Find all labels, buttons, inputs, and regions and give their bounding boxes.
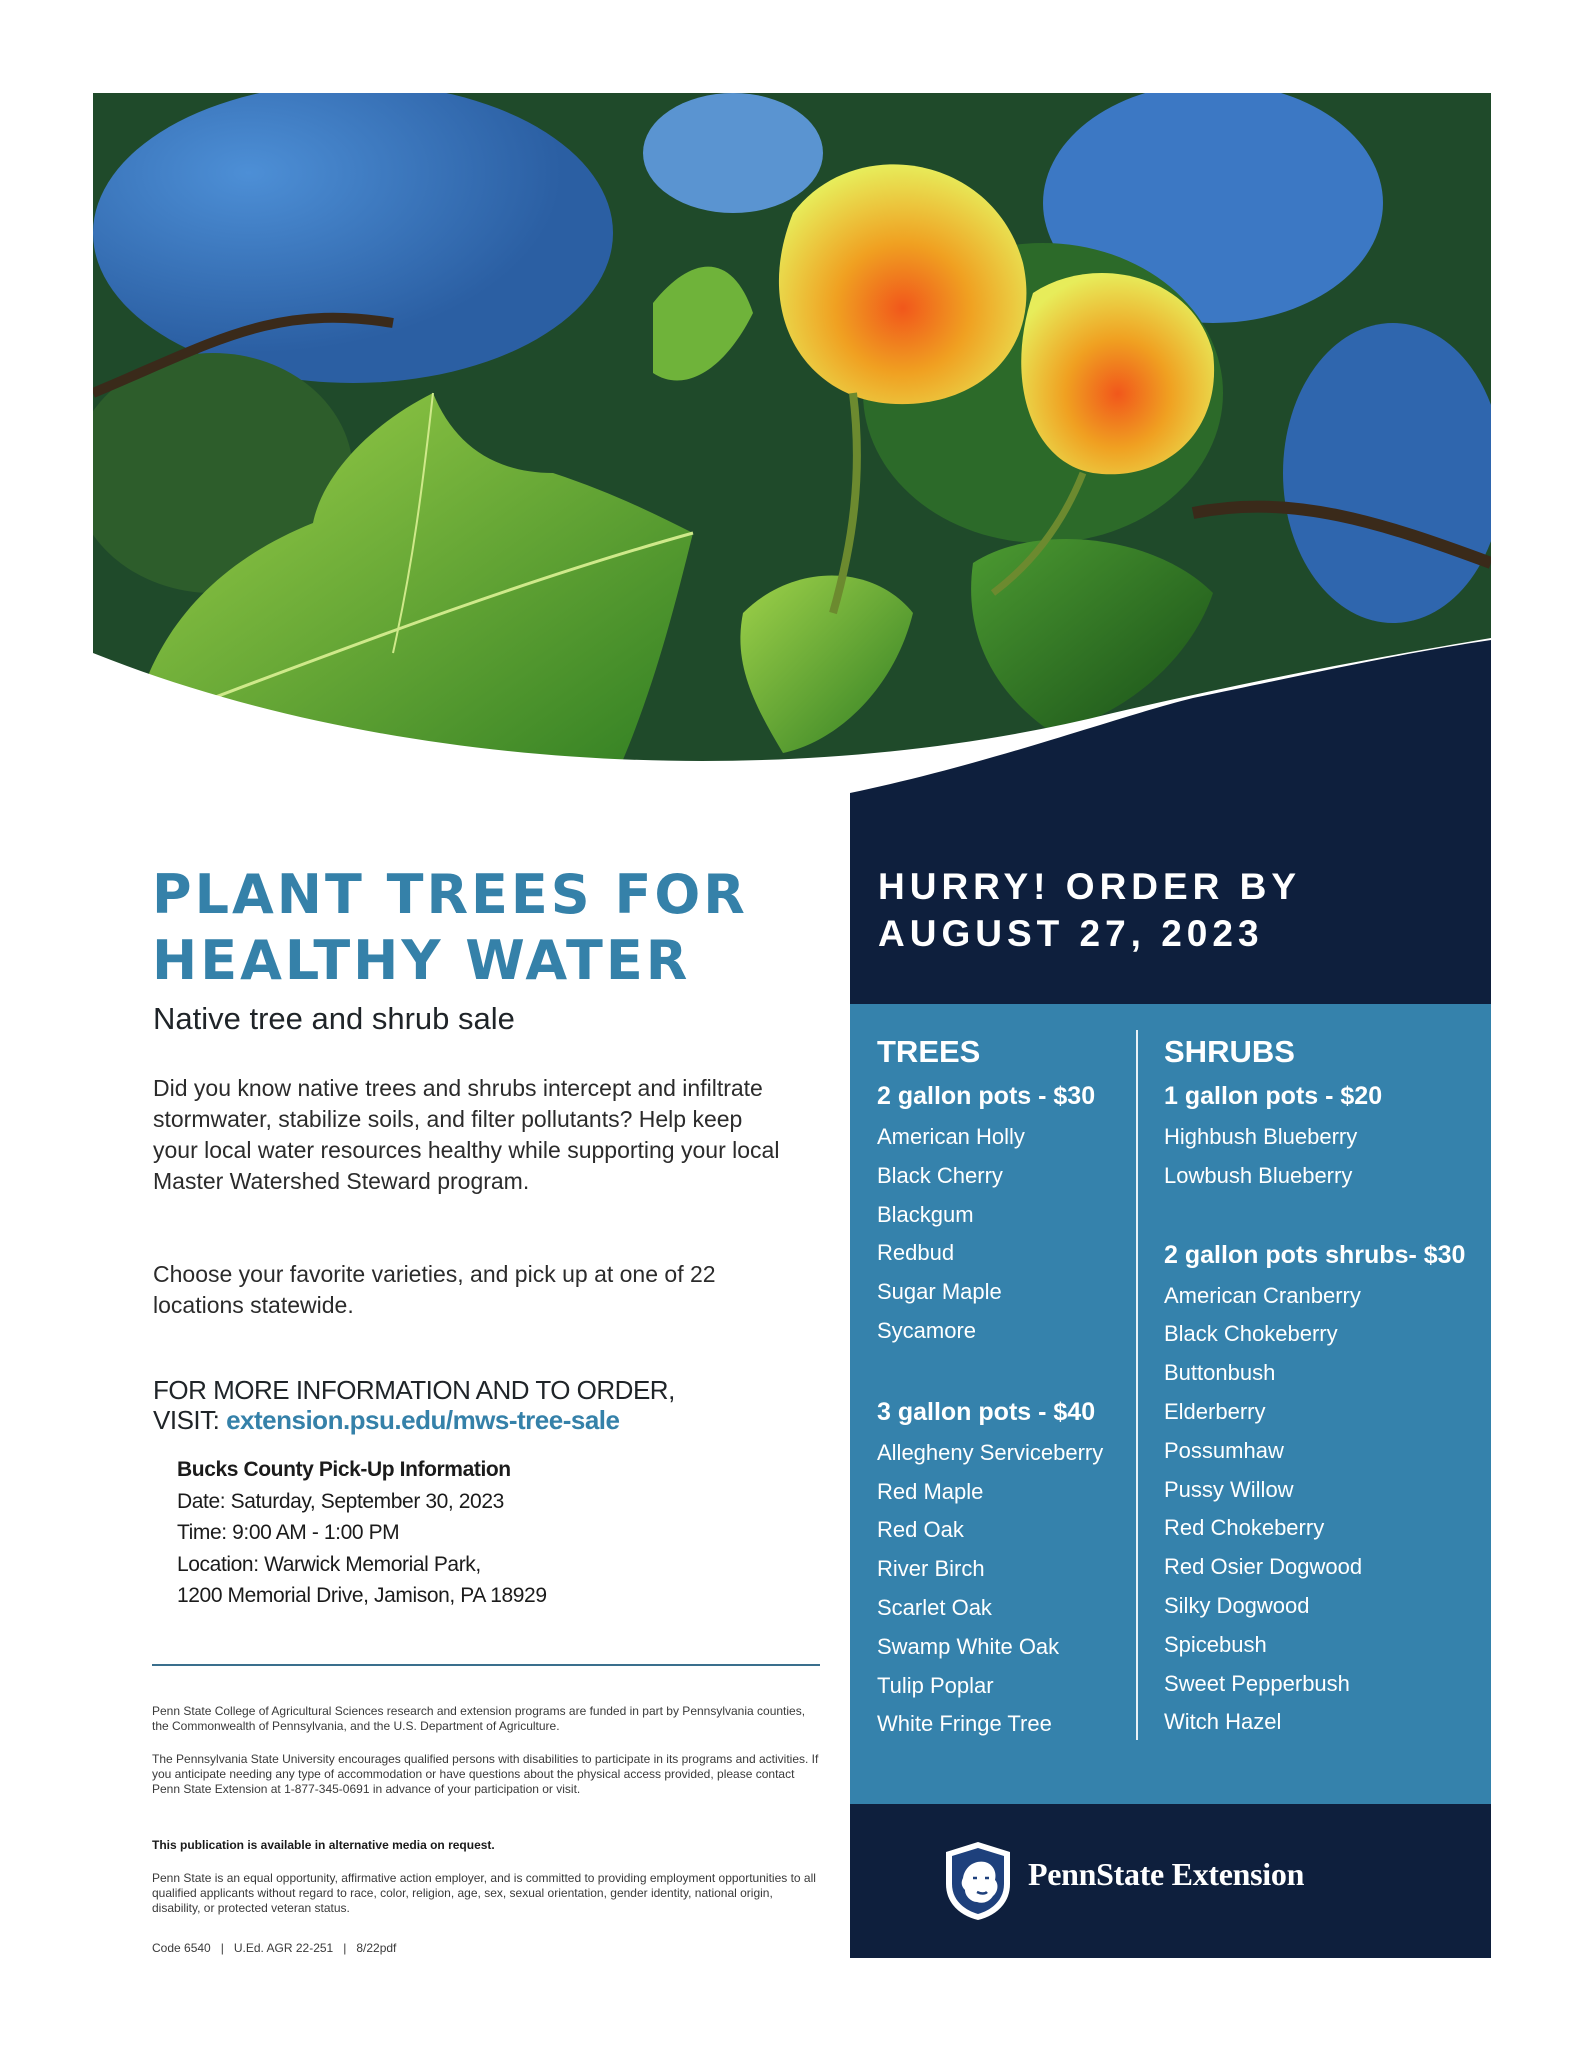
brand-footer (850, 1804, 1491, 1958)
divider (152, 1664, 820, 1666)
shrubs-column (1164, 1030, 1484, 1742)
list-item: Possumhaw (1164, 1437, 1284, 1463)
pickup-address: 1200 Memorial Drive, Jamison, PA 18929 (177, 1584, 547, 1607)
pickup-time: Time: 9:00 AM - 1:00 PM (177, 1521, 400, 1544)
publication-code: Code 6540 | U.Ed. AGR 22-251 | 8/22pdf (152, 1941, 397, 1955)
list-item: Blackgum (877, 1201, 974, 1227)
list-item: American Holly (877, 1124, 1025, 1149)
shrubs-2gal-list (1164, 1277, 1484, 1743)
trees-3gal-list (877, 1434, 1127, 1744)
list-item: Swamp White Oak (877, 1633, 1060, 1659)
list-item: Redbud (877, 1240, 955, 1266)
shrubs-group-1gal-label: 1 gallon pots - $20 (1164, 1082, 1383, 1110)
pickup-location: Location: Warwick Memorial Park, (177, 1552, 481, 1576)
list-item: Red Chokeberry (1164, 1515, 1325, 1541)
funding-note: Penn State College of Agricultural Sciences research and extension programs are funded in part by Pennsylvania counties, the Commonwealth of Pennsylvania, and the U.S. Department of Agriculture. (152, 1704, 806, 1733)
list-item: Red Osier Dogwood (1164, 1554, 1363, 1580)
accessibility-note: The Pennsylvania State University encourages qualified persons with disabilities to participate in its programs and activities. If you anticipate needing any type of accommodation or have questions about the physical access provided, please contact Penn State Extension at 1-877-345-0691 in advance of your participation or visit. (152, 1752, 819, 1796)
list-item: Sugar Maple (877, 1279, 1002, 1305)
intro-paragraph: Did you know native trees and shrubs intercept and infiltrate stormwater, stabilize soils, and filter pollutants? Help keep your local water resources healthy while supporting your local Master Watershed Steward program. (153, 1075, 780, 1194)
list-item: Black Cherry (877, 1162, 1003, 1188)
list-item: White Fringe Tree (877, 1711, 1052, 1737)
trees-column (877, 1030, 1127, 1744)
list-item: Black Chokeberry (1164, 1321, 1338, 1347)
list-item: Red Maple (877, 1478, 984, 1504)
page-title: PLANT TREES FOR HEALTHY WATER (152, 863, 748, 992)
trees-heading: TREES (877, 1034, 981, 1069)
list-item: River Birch (877, 1556, 985, 1582)
list-item: Witch Hazel (1164, 1709, 1282, 1735)
more-info-block: FOR MORE INFORMATION AND TO ORDER, VISIT: extension.psu.edu/mws-tree-sale (153, 1375, 675, 1435)
shrubs-heading: SHRUBS (1164, 1034, 1295, 1069)
list-item: Red Oak (877, 1517, 964, 1543)
pickup-title: Bucks County Pick-Up Information (177, 1458, 511, 1481)
column-divider (1136, 1030, 1138, 1740)
plant-list-panel (850, 1004, 1491, 1804)
order-deadline-banner (850, 801, 1491, 1004)
list-item: Highbush Blueberry (1164, 1124, 1358, 1149)
pickup-info (177, 1454, 797, 1612)
list-item: Allegheny Serviceberry (877, 1439, 1104, 1465)
trees-group-2gal-label: 2 gallon pots - $30 (877, 1082, 1096, 1110)
order-deadline-title: HURRY! ORDER BY AUGUST 27, 2023 (878, 866, 1302, 954)
list-item: Sycamore (877, 1317, 977, 1343)
list-item: Scarlet Oak (877, 1594, 992, 1620)
brand-name: PennState Extension (1028, 1856, 1305, 1892)
nittany-lion-shield-icon (943, 1840, 1013, 1922)
list-item: American Cranberry (1164, 1282, 1361, 1308)
shrubs-1gal-list (1164, 1118, 1484, 1196)
shrubs-group-2gal-label: 2 gallon pots shrubs- $30 (1164, 1240, 1466, 1269)
trees-group-3gal-label: 3 gallon pots - $40 (877, 1397, 1096, 1426)
subtitle: Native tree and shrub sale (153, 1001, 515, 1036)
list-item: Tulip Poplar (877, 1672, 994, 1698)
hero-photo (93, 93, 1491, 801)
spacer (877, 1351, 1127, 1390)
order-website-link[interactable]: extension.psu.edu/mws-tree-sale (226, 1405, 620, 1435)
list-item: Buttonbush (1164, 1360, 1276, 1386)
equal-opportunity-note: Penn State is an equal opportunity, affirmative action employer, and is committed to providing employment opportunities to all qualified applicants without regard to race, color, religion, age, sex, sexual orientation, gender identity, national origin, disability, or protected veteran status. (152, 1871, 816, 1915)
list-item: Pussy Willow (1164, 1476, 1294, 1502)
spacer (1164, 1196, 1484, 1233)
pickup-date: Date: Saturday, September 30, 2023 (177, 1489, 504, 1513)
choose-paragraph: Choose your favorite varieties, and pick up at one of 22 locations statewide. (153, 1261, 716, 1318)
tulip-tree-photo (93, 93, 1491, 801)
list-item: Silky Dogwood (1164, 1592, 1310, 1618)
list-item: Elderberry (1164, 1398, 1266, 1424)
trees-2gal-list (877, 1118, 1127, 1351)
list-item: Lowbush Blueberry (1164, 1162, 1353, 1188)
list-item: Sweet Pepperbush (1164, 1670, 1350, 1696)
list-item: Spicebush (1164, 1631, 1267, 1657)
alt-media-note: This publication is available in alternative media on request. (152, 1838, 495, 1852)
